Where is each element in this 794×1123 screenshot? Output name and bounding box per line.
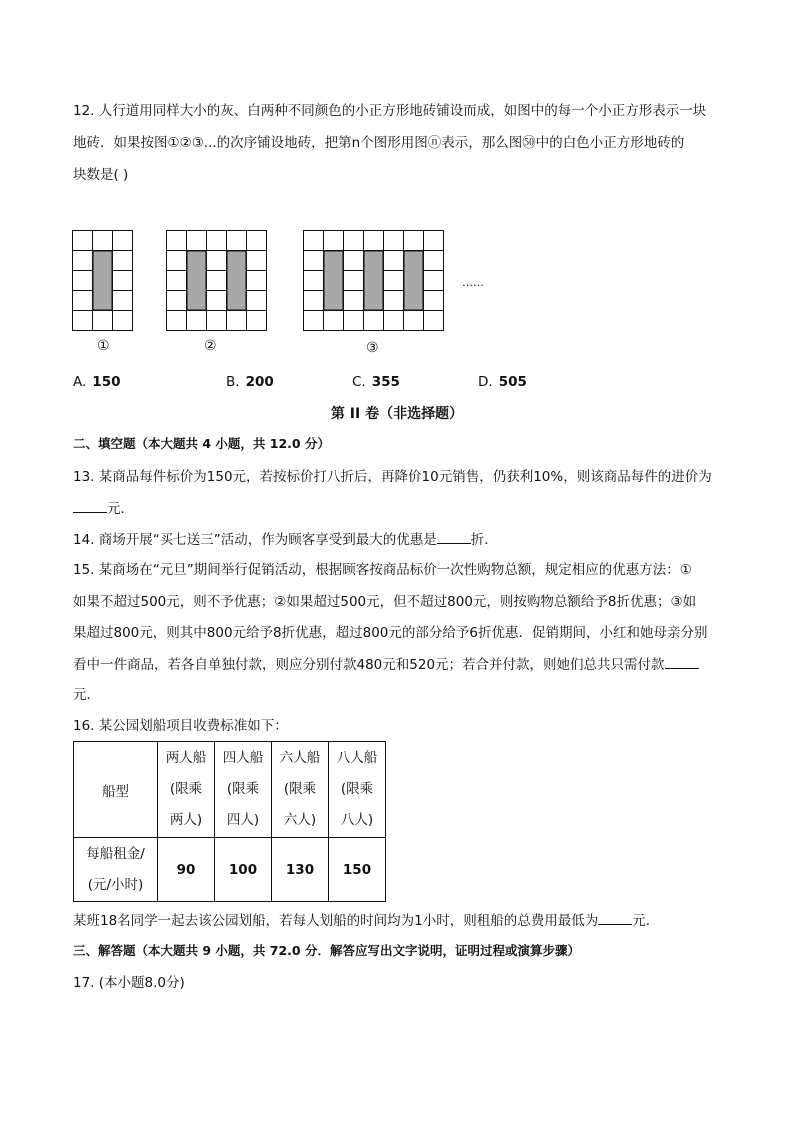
- table-price-8: 150: [329, 838, 386, 902]
- q15-line5: 元．: [73, 687, 100, 703]
- table-boat-6: 六人船 (限乘 六人): [272, 742, 329, 838]
- q16-outro: 某班18名同学一起去该公园划船，若每人划船的时间均为1小时，则租船的总费用最低为 元.: [73, 910, 650, 931]
- figure-3-label: ③: [366, 340, 379, 356]
- q16-answer-blank[interactable]: [598, 910, 632, 925]
- q17-heading: 17. (本小题8.0分): [73, 975, 185, 991]
- q13-answer-blank[interactable]: [73, 498, 107, 513]
- q15-line2: 如果不超过500元，则不予优惠；②如果超过500元，但不超过800元，则按购物总额给予8折优惠；③如: [73, 594, 697, 610]
- q12-line1: 12. 人行道用同样大小的灰、白两种不同颜色的小正方形地砖铺设而成，如图中的每一个小正方形表示一块: [73, 103, 707, 119]
- q15-line1: 15. 某商场在“元旦”期间举行促销活动，根据顾客按商品标价一次性购物总额，规定相应的优惠方法：①: [73, 562, 692, 578]
- figure-3: [303, 230, 445, 332]
- figure-1: [72, 230, 134, 332]
- q14-line: 14. 商场开展“买七送三”活动，作为顾客享受到最大的优惠是 折．: [73, 529, 498, 550]
- table-boat-8: 八人船 (限乘 八人): [329, 742, 386, 838]
- q12-line3: 块数是( ): [73, 167, 129, 183]
- q15-line3: 果超过800元，则其中800元给予8折优惠，超过800元的部分给予6折优惠．促销期间，小红和她母亲分别: [73, 625, 708, 641]
- q16-intro: 16. 某公园划船项目收费标准如下：: [73, 718, 288, 734]
- figure-1-label: ①: [97, 338, 110, 354]
- section2-heading: 二、填空题（本大题共 4 小题，共 12.0 分）: [73, 436, 330, 451]
- figure-ellipsis: ……: [462, 276, 484, 289]
- q12-line2: 地砖．如果按图①②③...的次序铺设地砖，把第n个图形用图ⓝ表示，那么图㊿中的白色小正方形地砖的: [73, 135, 685, 151]
- fee-table: [73, 741, 386, 902]
- section3-heading: 三、解答题（本大题共 9 小题，共 72.0 分．解答应写出文字说明，证明过程或演算步骤）: [73, 943, 580, 958]
- table-boat-4: 四人船 (限乘 四人): [215, 742, 272, 838]
- figure-2-label: ②: [204, 338, 217, 354]
- table-boat-2: 两人船 (限乘 两人): [158, 742, 215, 838]
- table-price-6: 130: [272, 838, 329, 902]
- q13-line1: 13. 某商品每件标价为150元，若按标价打八折后，再降价10元销售，仍获利10%，则该商品每件的进价为: [73, 469, 712, 485]
- option-a: A. 150: [73, 374, 121, 390]
- option-b: B. 200: [226, 374, 274, 390]
- figure-2: [166, 230, 268, 332]
- q13-line2: 元．: [73, 498, 134, 519]
- part2-title: 第 II 卷（非选择题）: [330, 406, 464, 422]
- table-price-2: 90: [158, 838, 215, 902]
- q14-answer-blank[interactable]: [437, 529, 471, 544]
- option-d: D. 505: [478, 374, 527, 390]
- q15-line4: 看中一件商品，若各自单独付款，则应分别付款480元和520元；若合并付款，则她们总共只需付款: [73, 654, 699, 675]
- q15-answer-blank[interactable]: [665, 654, 699, 669]
- table-header-rent: 每船租金/ (元/小时): [74, 838, 158, 902]
- option-c: C. 355: [352, 374, 400, 390]
- table-price-4: 100: [215, 838, 272, 902]
- table-header-boat-type: 船型: [74, 742, 158, 838]
